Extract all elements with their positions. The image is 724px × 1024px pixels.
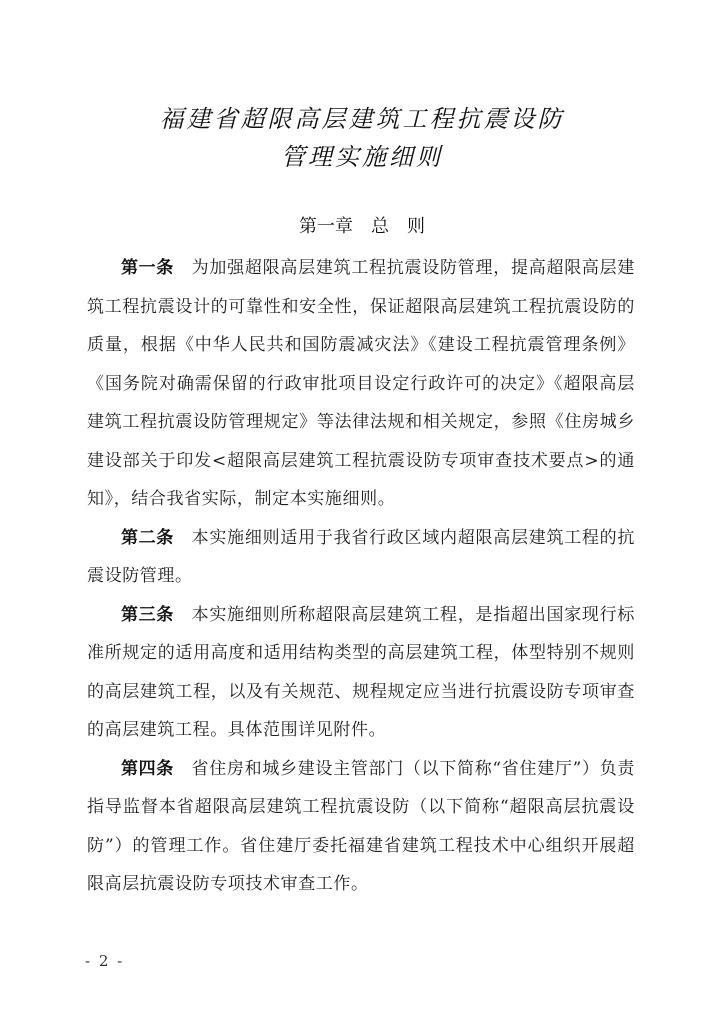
article-text: 本实施细则适用于我省行政区域内超限高层建筑工程的抗震设防管理。	[87, 527, 636, 586]
title-line-1: 福建省超限高层建筑工程抗震设防	[159, 105, 565, 133]
title-line-2: 管理实施细则	[281, 143, 443, 171]
article-4	[87, 750, 635, 904]
article-text: 本实施细则所称超限高层建筑工程，是指超出国家现行标准所规定的适用高度和适用结构类型的高层建筑工程，体型特别不规则的高层建筑工程，以及有关规范、规程规定应当进行抗震设防专项审查的高层建筑工程。具体范围详见附件。	[87, 604, 636, 740]
page-number: - 2 -	[85, 952, 125, 970]
article-2	[87, 519, 635, 596]
chapter-heading: 第一章 总 则	[299, 216, 425, 237]
article-label: 第一条	[121, 258, 174, 278]
body-text	[87, 249, 635, 904]
article-3	[87, 596, 635, 750]
article-1	[87, 249, 635, 519]
article-label: 第三条	[121, 604, 174, 625]
document-title	[0, 100, 724, 176]
article-label: 第二条	[121, 527, 174, 548]
article-text: 为加强超限高层建筑工程抗震设防管理，提高超限高层建筑工程抗震设计的可靠性和安全性，保证超限高层建筑工程抗震设防的质量，根据《中华人民共和国防震减灾法》《建设工程抗震管理条例》《国务院对确需保留的行政审批项目设定行政许可的决定》《超限高层建筑工程抗震设防管理规定》等法律法规和相关规定，参照《住房城乡建设部关于印发<超限高层建筑工程抗震设防专项审查技术要点>的通知》，结合我省实际，制定本实施细则。	[87, 258, 636, 509]
article-label: 第四条	[121, 758, 174, 779]
article-text: 省住房和城乡建设主管部门（以下简称“省住建厅”）负责指导监督本省超限高层建筑工程抗震设防（以下简称“超限高层抗震设防”）的管理工作。省住建厅委托福建省建筑工程技术中心组织开展超限高层抗震设防专项技术审查工作。	[87, 758, 636, 894]
